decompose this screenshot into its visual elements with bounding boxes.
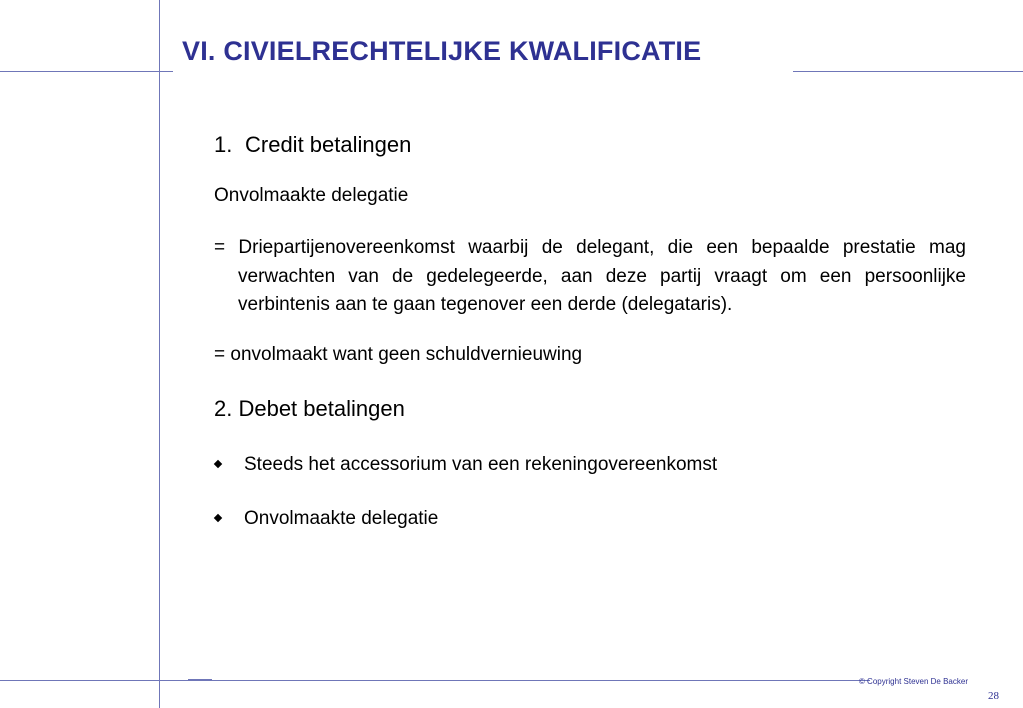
section-heading-text: Credit betalingen [245, 132, 412, 157]
definition-paragraph: = Driepartijenovereenkomst waarbij de delegant, die een bepaalde prestatie mag verwachten van de gedelegeerde, aan deze partij vraagt om een persoonlijke verbintenis aan te gaan tegenover een derde (delegataris). [214, 237, 966, 315]
footer-rule-accent [188, 679, 212, 681]
section-heading-credit [214, 130, 966, 160]
diamond-bullet-icon [214, 507, 244, 531]
bullet-text: Onvolmaakte delegatie [244, 507, 439, 529]
slide-content [214, 130, 966, 531]
note-onvolmaakt: = onvolmaakt want geen schuldvernieuwing [214, 343, 583, 365]
section-number: 1. [214, 132, 233, 157]
bullet-text: Steeds het accessorium van een rekeningovereenkomst [244, 453, 718, 475]
bullet-list [214, 453, 966, 531]
vertical-margin-rule [159, 0, 160, 708]
title-rule-left [0, 71, 173, 72]
copyright-notice: © Copyright Steven De Backer [858, 677, 968, 686]
diamond-bullet-icon [214, 453, 244, 477]
subheading-onvolmaakte-delegatie: Onvolmaakte delegatie [214, 185, 409, 206]
page-number: 28 [988, 690, 999, 702]
footer-rule [0, 680, 870, 681]
slide-title: VI. CIVIELRECHTELIJKE KWALIFICATIE [182, 36, 702, 66]
list-item [214, 453, 966, 477]
title-rule-right [793, 71, 1023, 72]
list-item [214, 507, 966, 531]
section-heading-debet: 2. Debet betalingen [214, 395, 405, 421]
